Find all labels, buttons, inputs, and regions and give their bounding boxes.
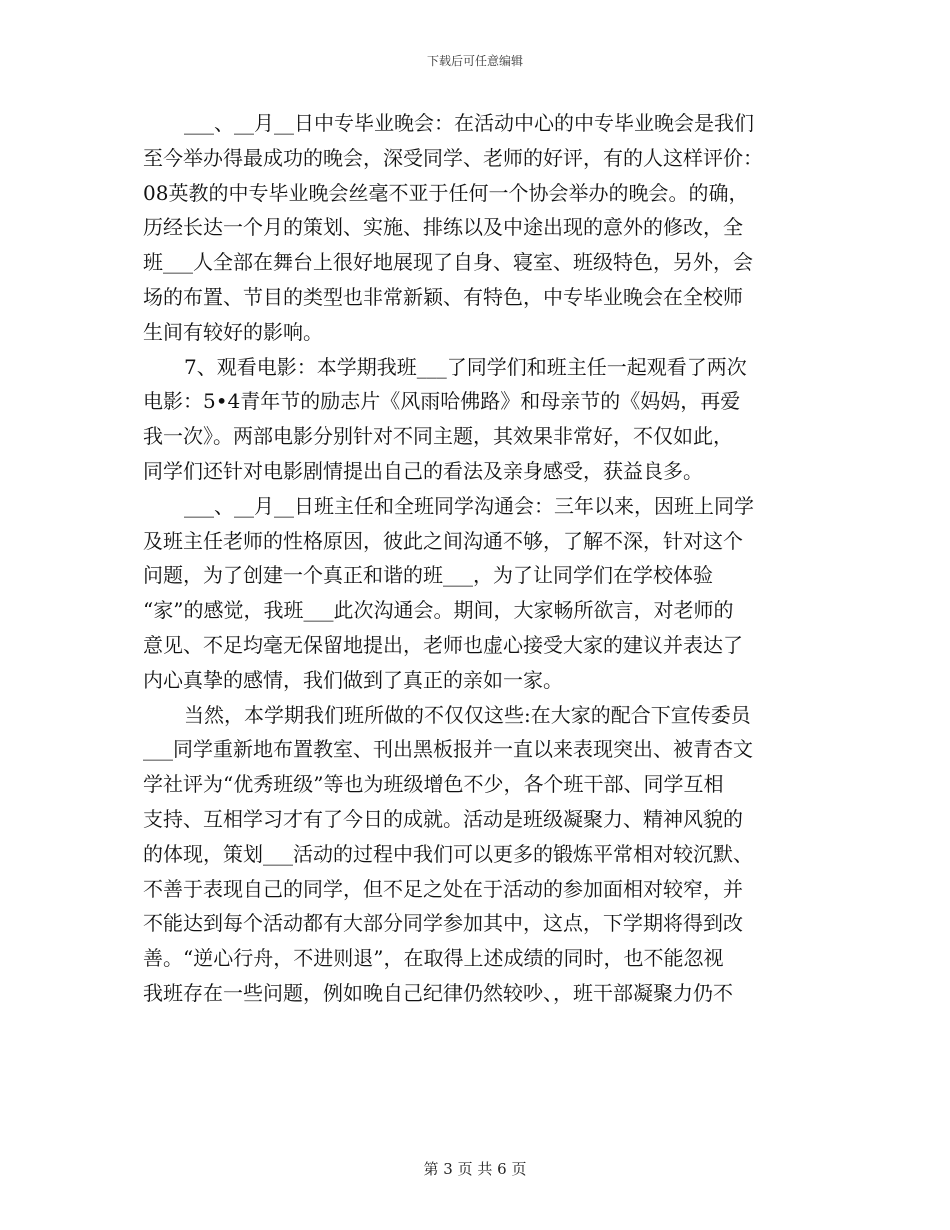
text-line: ___、__月__日中专毕业晚会：在活动中心的中专毕业晚会是我们 xyxy=(184,111,754,135)
text-line: 不能达到每个活动都有大部分同学参加其中，这点，下学期将得到改 xyxy=(143,911,743,936)
document-body xyxy=(143,106,813,1011)
text-line: 同学们还针对电影剧情提出自己的看法及亲身感受，获益良多。 xyxy=(143,458,703,483)
text-line: 的体现，策划___活动的过程中我们可以更多的锻炼平常相对较沉默、 xyxy=(143,841,753,866)
text-line: 不善于表现自己的同学，但不足之处在于活动的参加面相对较窄，并 xyxy=(143,876,743,901)
text-line: 及班主任老师的性格原因，彼此之间沟通不够，了解不深，针对这个 xyxy=(143,528,743,553)
text-line: 7、观看电影：本学期我班___了同学们和班主任一起观看了两次 xyxy=(184,354,747,379)
text-line: 历经长达一个月的策划、实施、排练以及中途出现的意外的修改，全 xyxy=(143,215,743,240)
text-line: 班___人全部在舞台上很好地展现了自身、寝室、班级特色，另外，会 xyxy=(143,250,753,275)
paragraph-watching-movies xyxy=(143,350,813,489)
text-line: 学社评为“优秀班级”等也为班级增色不少，各个班干部、同学互相 xyxy=(143,772,724,797)
text-line: 善。“逆心行舟，不进则退”，在取得上述成绩的同时，也不能忽视 xyxy=(143,946,724,971)
paragraph-communication-meeting xyxy=(143,489,813,698)
text-line: 当然，本学期我们班所做的不仅仅这些:在大家的配合下宣传委员 xyxy=(184,702,751,727)
text-line: 我班存在一些问题，例如晚自己纪律仍然较吵、，班干部凝聚力仍不 xyxy=(143,980,733,1005)
page-footer: 第 3 页 共 6 页 xyxy=(423,1160,527,1178)
text-line: ___、__月__日班主任和全班同学沟通会：三年以来，因班上同学 xyxy=(184,493,754,518)
text-line: 我一次》。两部电影分别针对不同主题，其效果非常好，不仅如此， xyxy=(143,424,733,449)
text-line: “家”的感觉，我班___此次沟通会。期间，大家畅所欲言，对老师的 xyxy=(143,598,734,623)
text-line: 支持、互相学习才有了今日的成就。活动是班级凝聚力、精神风貌的 xyxy=(143,806,743,831)
text-line: 电影：5•4青年节的励志片《风雨哈佛路》和母亲节的《妈妈，再爱 xyxy=(143,389,741,414)
paragraph-summary xyxy=(143,698,813,1011)
text-line: 生间有较好的影响。 xyxy=(143,319,323,344)
text-line: 08英教的中专毕业晚会丝毫不亚于任何一个协会举办的晚会。的确， xyxy=(143,180,749,205)
text-line: 内心真挚的感情，我们做到了真正的亲如一家。 xyxy=(143,667,563,692)
text-line: 场的布置、节目的类型也非常新颖、有特色，中专毕业晚会在全校师 xyxy=(143,284,743,309)
text-line: 至今举办得最成功的晚会，深受同学、老师的好评，有的人这样评价： xyxy=(143,145,763,170)
text-line: 意见、不足均毫无保留地提出，老师也虚心接受大家的建议并表达了 xyxy=(143,632,743,657)
paragraph-graduation-gala xyxy=(143,106,813,350)
text-line: ___同学重新地布置教室、刊出黑板报并一直以来表现突出、被青杏文 xyxy=(143,737,753,762)
text-line: 问题，为了创建一个真正和谐的班___，为了让同学们在学校体验 xyxy=(143,563,713,588)
page-header: 下载后可任意编辑 xyxy=(426,54,523,68)
